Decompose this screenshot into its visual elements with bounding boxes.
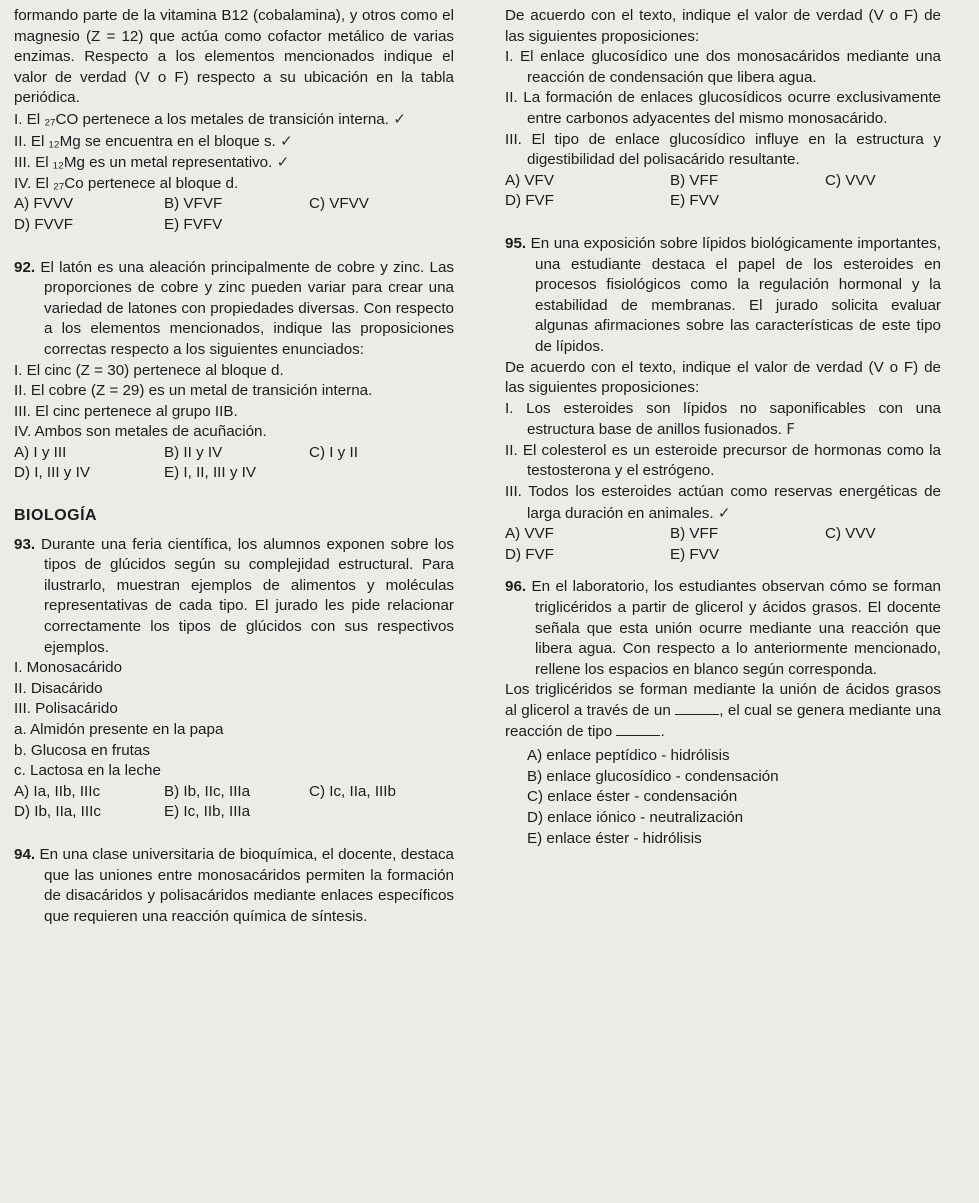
q92-option-b[interactable]: B) II y IV <box>164 443 223 461</box>
q92-item-1: I. El cinc (Z = 30) pertenece al bloque d. <box>14 361 284 379</box>
q91-options-row-2 <box>14 215 454 236</box>
q94-option-e[interactable]: E) FVV <box>670 192 719 210</box>
section-title-biologia: BIOLOGÍA <box>14 507 98 525</box>
q95-item-3: III. Todos los esteroides actúan como reservas energéticas de larga duración en animales. ✓ <box>505 483 941 522</box>
q96-option-d[interactable]: D) enlace iónico - neutralización <box>527 808 744 826</box>
handwritten-mark-f: F <box>786 420 795 439</box>
q93-options-row-1 <box>14 782 454 803</box>
check-mark-icon: ✓ <box>393 109 406 128</box>
q94-option-d[interactable]: D) FVF <box>505 192 554 210</box>
q91-option-c[interactable]: C) VFVV <box>309 195 369 213</box>
q93-type-2: II. Disacárido <box>14 679 103 697</box>
q95-stem: 95. En una exposición sobre lípidos biológicamente importantes, una estudiante destaca el papel de los esteroides en procesos fisiológicos como la regulación hormonal y la estabilidad de membranas. El jurado solicita evaluar algunas afirmaciones sobre las características de este tipo de lípidos. <box>505 234 941 355</box>
q95-option-d[interactable]: D) FVF <box>505 545 554 563</box>
q93-option-a[interactable]: A) Ia, IIb, IIIc <box>14 782 101 800</box>
q93-example-a: a. Almidón presente en la papa <box>14 721 224 738</box>
q94-item-1: I. El enlace glucosídico une dos monosacáridos mediante una reacción de condensación que libera agua. <box>505 48 941 86</box>
q94-option-c[interactable]: C) VVV <box>825 171 876 189</box>
q92-stem: 92. El latón es una aleación principalmente de cobre y zinc. Las proporciones de cobre y zinc pueden variar para crear una variedad de latones con propiedades diversas. Con respecto a los elementos mencionados, indique las proposiciones correctas respecto a los siguientes enunciados: <box>14 258 454 358</box>
q92-options-row-1 <box>14 443 454 464</box>
q93-type-3: III. Polisacárido <box>14 700 118 718</box>
q91-item-4: IV. El ₂₇Co pertenece al bloque d. <box>14 174 239 192</box>
q94-item-3: III. El tipo de enlace glucosídico influye en la estructura y digestibilidad del polisacárido resultante. <box>505 130 941 169</box>
q96-option-e[interactable]: E) enlace éster - hidrólisis <box>527 829 702 847</box>
q93-type-1: I. Monosacárido <box>14 659 123 677</box>
q95-options-row-1 <box>505 524 941 545</box>
q92-option-a[interactable]: A) I y III <box>14 443 67 461</box>
q95-options-row-2 <box>505 545 941 566</box>
q93-stem: 93. Durante una feria científica, los alumnos exponen sobre los tipos de glúcidos según su complejidad estructural. Para ilustrarlo, muestran ejemplos de alimentos y moléculas representativas de cada tipo. El jurado les pide relacionar correctamente los tipos de glúcidos con sus respectivos ejemplos. <box>14 535 454 656</box>
blank-1[interactable] <box>675 702 719 715</box>
q95-prompt: De acuerdo con el texto, indique el valor de verdad (V o F) de las siguientes proposiciones: <box>505 358 941 397</box>
q94-prompt: De acuerdo con el texto, indique el valor de verdad (V o F) de las siguientes proposiciones: <box>505 7 941 45</box>
q94-stem: 94. En una clase universitaria de bioquímica, el docente, destaca que las uniones entre monosacáridos permiten la formación de disacáridos y polisacáridos mediante enlaces específicos que requieren una reacción química de síntesis. <box>14 845 454 925</box>
q95-item-1: I. Los esteroides son lípidos no saponificables con una estructura base de anillos fusionados. F <box>505 399 941 439</box>
q95-option-b[interactable]: B) VFF <box>670 525 719 543</box>
q95-option-e[interactable]: E) FVV <box>670 545 719 563</box>
left-column <box>14 6 454 927</box>
q92-options-row-2 <box>14 463 454 484</box>
q95-option-a[interactable]: A) VVF <box>505 525 554 543</box>
q91-intro: formando parte de la vitamina B12 (cobalamina), y otros como el magnesio (Z = 12) que actúa como cofactor metálico de varias enzimas. Respecto a los elementos mencionados indique el valor de verdad (V o F) respecto a su ubicación en la tabla periódica. <box>14 7 454 107</box>
q93-option-d[interactable]: D) Ib, IIa, IIIc <box>14 803 101 821</box>
q91-option-b[interactable]: B) VFVF <box>164 195 223 213</box>
q96-option-c[interactable]: C) enlace éster - condensación <box>527 788 738 806</box>
q92-item-3: III. El cinc pertenece al grupo IIB. <box>14 402 238 420</box>
q92-option-c[interactable]: C) I y II <box>309 443 358 461</box>
q91-options-row-1 <box>14 194 454 215</box>
q94-options-row-2 <box>505 191 941 212</box>
q91-option-a[interactable]: A) FVVV <box>14 195 74 213</box>
q91-item-1: I. El ₂₇CO pertenece a los metales de transición interna. ✓ <box>14 109 406 128</box>
q94-option-a[interactable]: A) VFV <box>505 171 554 189</box>
q93-example-b: b. Glucosa en frutas <box>14 741 150 759</box>
q91-item-2: II. El ₁₂Mg se encuentra en el bloque s. ✓ <box>14 131 293 150</box>
q96-option-b[interactable]: B) enlace glucosídico - condensación <box>527 767 779 785</box>
q94-option-b[interactable]: B) VFF <box>670 171 719 189</box>
q96-sentence: Los triglicéridos se forman mediante la unión de ácidos grasos al glicerol a través de un , el cual se genera mediante una reacción de tipo . <box>505 681 941 740</box>
q92-item-4: IV. Ambos son metales de acuñación. <box>14 423 267 441</box>
right-column <box>505 6 941 849</box>
q92-option-d[interactable]: D) I, III y IV <box>14 464 90 482</box>
q92-item-2: II. El cobre (Z = 29) es un metal de transición interna. <box>14 382 373 400</box>
q95-option-c[interactable]: C) VVV <box>825 525 876 543</box>
check-mark-icon: ✓ <box>717 503 731 522</box>
q92-option-e[interactable]: E) I, II, III y IV <box>164 464 256 482</box>
check-mark-icon: ✓ <box>276 153 290 172</box>
q95-item-2: II. El colesterol es un esteroide precursor de hormonas como la testosterona y el estrógeno. <box>505 441 941 480</box>
q91-option-d[interactable]: D) FVVF <box>14 215 74 233</box>
check-mark-icon: ✓ <box>280 131 293 150</box>
q94-item-2: II. La formación de enlaces glucosídicos ocurre exclusivamente entre carbonos adyacentes del mismo monosacárido. <box>505 89 941 127</box>
q93-option-c[interactable]: C) Ic, IIa, IIIb <box>309 782 396 800</box>
q96-stem: 96. En el laboratorio, los estudiantes observan cómo se forman triglicéridos a partir de glicerol y ácidos grasos. El docente señala que esta unión ocurre mediante una reacción que libera agua. Con respecto a lo anteriormente mencionado, rellene los espacios en blanco según corresponda. <box>505 578 941 678</box>
q96-option-a[interactable]: A) enlace peptídico - hidrólisis <box>527 747 730 765</box>
blank-2[interactable] <box>616 723 660 736</box>
q91-item-3: III. El ₁₂Mg es un metal representativo. ✓ <box>14 153 290 172</box>
q93-options-row-2 <box>14 802 454 823</box>
q93-option-e[interactable]: E) Ic, IIb, IIIa <box>164 803 251 821</box>
q93-option-b[interactable]: B) Ib, IIc, IIIa <box>164 782 251 800</box>
q91-option-e[interactable]: E) FVFV <box>164 215 223 233</box>
q94-options-row-1 <box>505 171 941 192</box>
q93-example-c: c. Lactosa en la leche <box>14 762 161 780</box>
